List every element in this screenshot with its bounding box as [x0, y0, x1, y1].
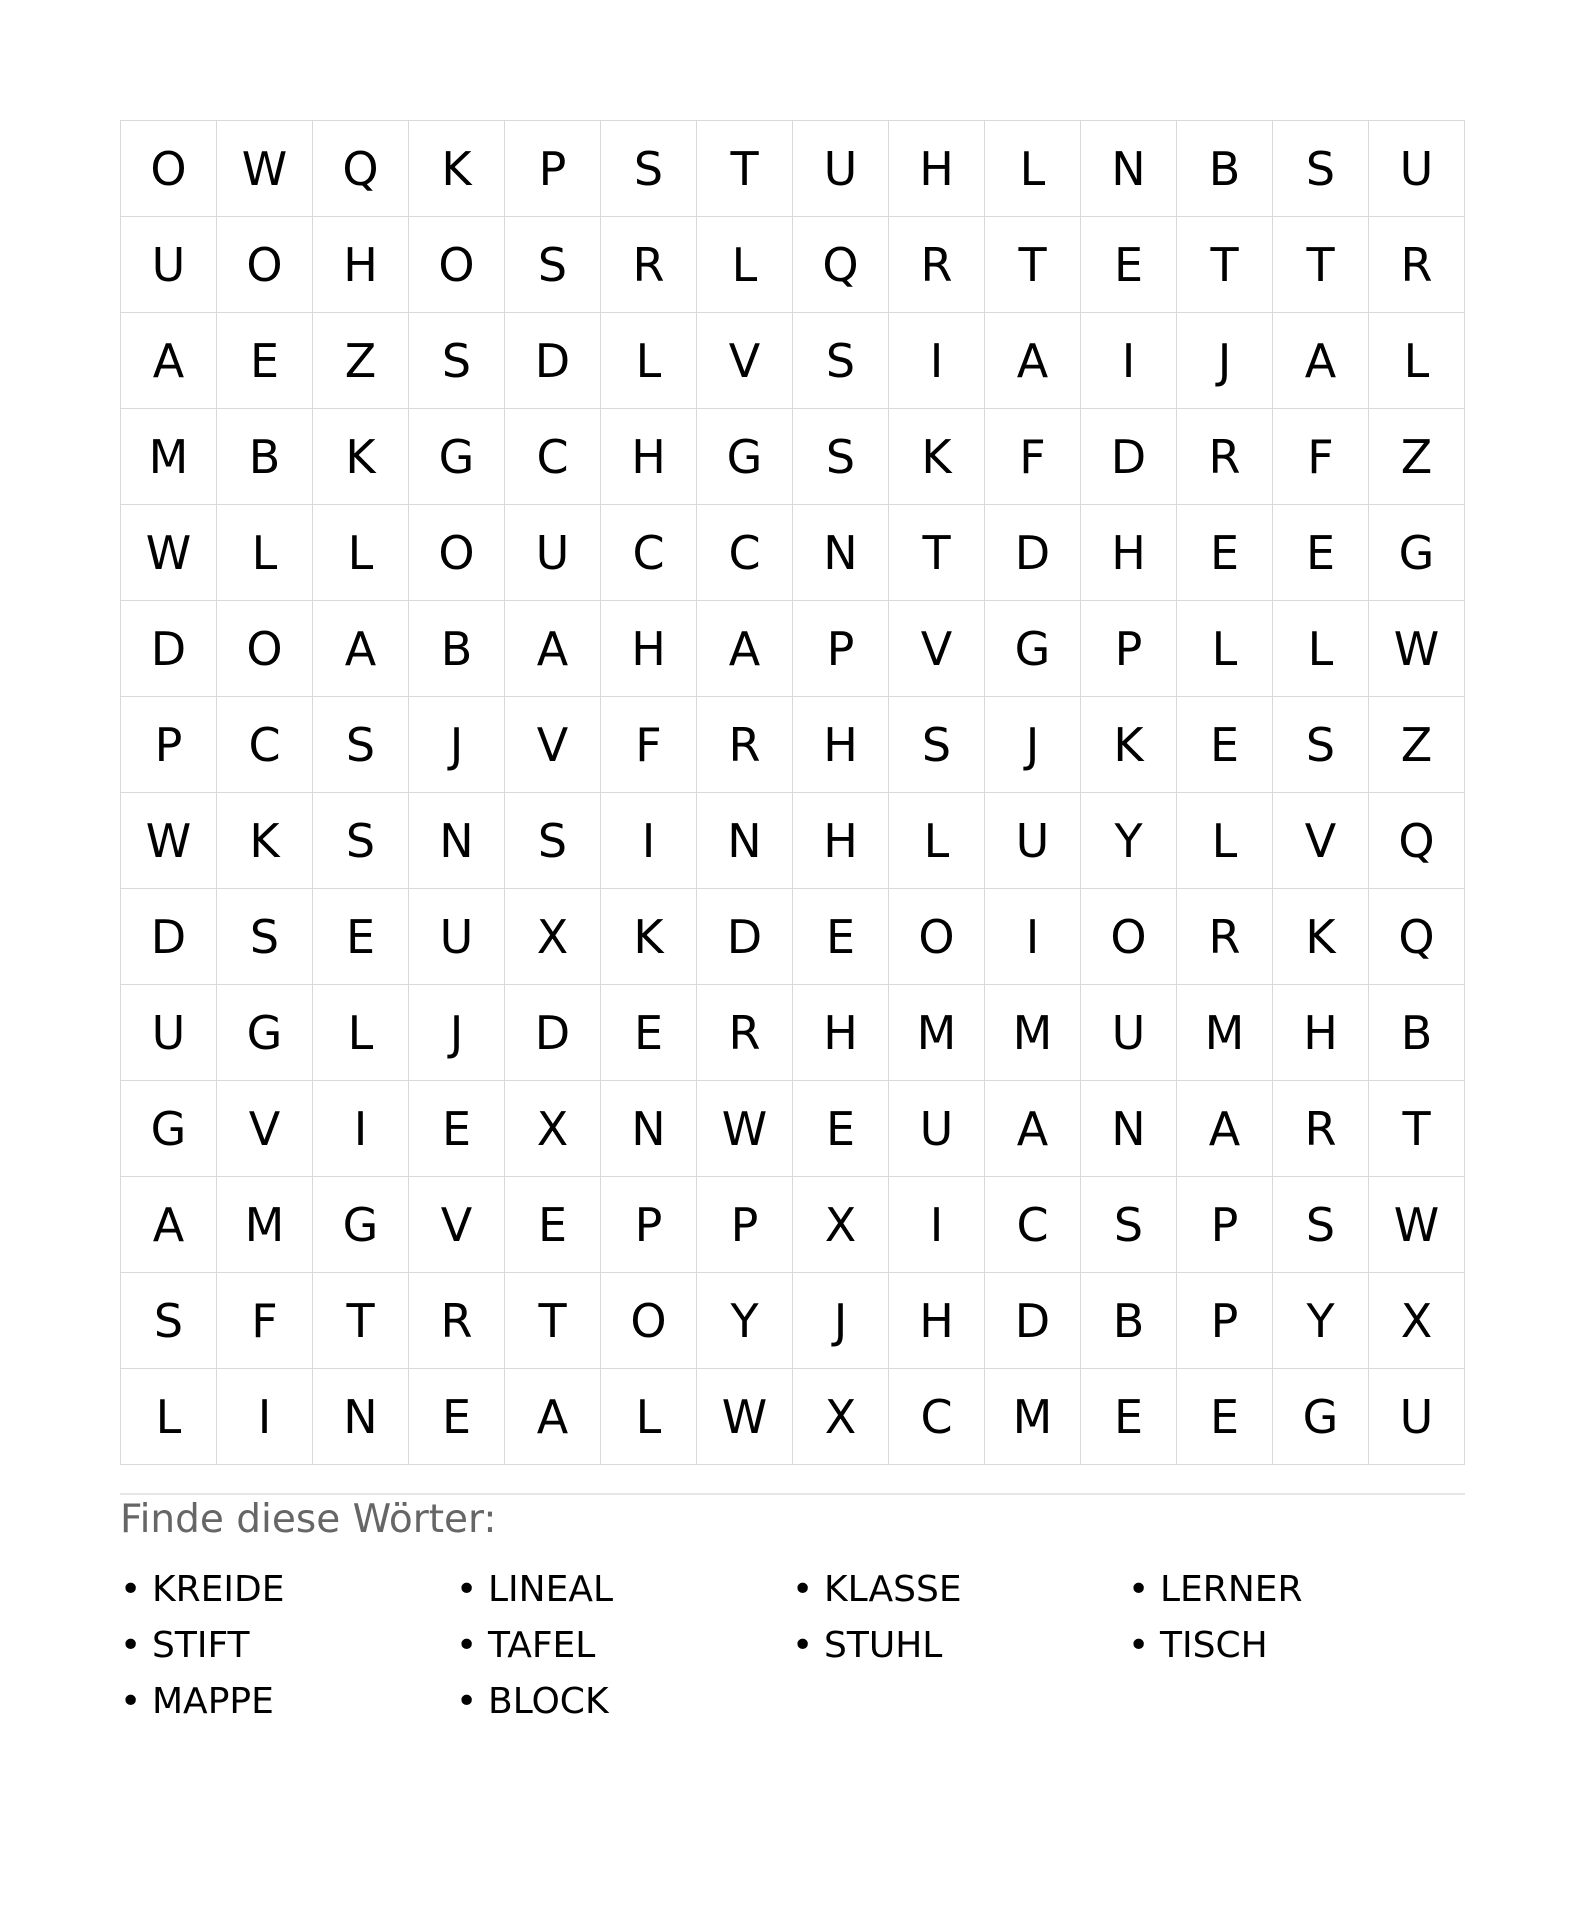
grid-cell[interactable]: O — [217, 601, 313, 697]
bullet-icon: • — [120, 1569, 142, 1610]
grid-cell[interactable]: J — [409, 985, 505, 1081]
grid-cell[interactable]: S — [1273, 121, 1369, 217]
grid-cell[interactable]: B — [1369, 985, 1465, 1081]
grid-cell[interactable]: X — [793, 1369, 889, 1465]
grid-cell[interactable]: L — [121, 1369, 217, 1465]
grid-cell[interactable]: R — [697, 697, 793, 793]
grid-cell[interactable]: R — [697, 985, 793, 1081]
grid-cell[interactable]: T — [1177, 217, 1273, 313]
grid-cell[interactable]: T — [889, 505, 985, 601]
grid-cell[interactable]: U — [889, 1081, 985, 1177]
grid-cell[interactable]: T — [985, 217, 1081, 313]
grid-cell[interactable]: S — [793, 409, 889, 505]
grid-cell[interactable]: S — [409, 313, 505, 409]
grid-cell[interactable]: L — [601, 1369, 697, 1465]
grid-cell[interactable]: M — [121, 409, 217, 505]
word-label: KREIDE — [152, 1569, 285, 1610]
bullet-icon: • — [120, 1681, 142, 1722]
grid-cell[interactable]: H — [601, 601, 697, 697]
word-list-item — [456, 1562, 792, 1618]
grid-cell[interactable]: C — [889, 1369, 985, 1465]
grid-cell[interactable]: O — [409, 217, 505, 313]
grid-cell[interactable]: D — [985, 505, 1081, 601]
grid-cell[interactable]: S — [1081, 1177, 1177, 1273]
grid-cell[interactable]: D — [985, 1273, 1081, 1369]
grid-cell[interactable]: S — [793, 313, 889, 409]
grid-cell[interactable]: A — [1273, 313, 1369, 409]
grid-cell[interactable]: O — [1081, 889, 1177, 985]
grid-cell[interactable]: Y — [697, 1273, 793, 1369]
grid-cell[interactable]: M — [217, 1177, 313, 1273]
word-label: LINEAL — [488, 1569, 614, 1610]
grid-cell[interactable]: P — [697, 1177, 793, 1273]
grid-cell[interactable]: G — [313, 1177, 409, 1273]
grid-cell[interactable]: F — [1273, 409, 1369, 505]
grid-cell[interactable]: Q — [1369, 793, 1465, 889]
grid-cell[interactable]: C — [601, 505, 697, 601]
grid-cell[interactable]: J — [793, 1273, 889, 1369]
grid-cell[interactable]: N — [601, 1081, 697, 1177]
grid-cell[interactable]: S — [313, 697, 409, 793]
grid-cell[interactable]: E — [409, 1081, 505, 1177]
grid-cell[interactable]: Z — [313, 313, 409, 409]
grid-cell[interactable]: H — [601, 409, 697, 505]
grid-cell[interactable]: H — [889, 1273, 985, 1369]
grid-cell[interactable]: N — [793, 505, 889, 601]
grid-cell[interactable]: A — [505, 601, 601, 697]
grid-cell[interactable]: A — [313, 601, 409, 697]
grid-cell[interactable]: H — [889, 121, 985, 217]
grid-cell[interactable]: E — [313, 889, 409, 985]
grid-cell[interactable]: K — [217, 793, 313, 889]
grid-cell[interactable]: G — [121, 1081, 217, 1177]
grid-cell[interactable]: A — [985, 1081, 1081, 1177]
grid-cell[interactable]: E — [1081, 1369, 1177, 1465]
grid-cell[interactable]: M — [889, 985, 985, 1081]
grid-cell[interactable]: D — [121, 889, 217, 985]
grid-cell[interactable]: V — [505, 697, 601, 793]
grid-cell[interactable]: A — [985, 313, 1081, 409]
grid-cell[interactable]: X — [505, 1081, 601, 1177]
grid-cell[interactable]: K — [313, 409, 409, 505]
grid-cell[interactable]: U — [121, 217, 217, 313]
grid-cell[interactable]: D — [121, 601, 217, 697]
grid-cell[interactable]: U — [1369, 121, 1465, 217]
grid-cell[interactable]: Q — [313, 121, 409, 217]
bullet-icon: • — [792, 1569, 814, 1610]
word-list-item — [1128, 1562, 1464, 1618]
grid-cell[interactable]: B — [1177, 121, 1273, 217]
grid-cell[interactable]: L — [313, 985, 409, 1081]
grid-cell[interactable]: J — [1177, 313, 1273, 409]
grid-cell[interactable]: K — [889, 409, 985, 505]
grid-cell[interactable]: O — [217, 217, 313, 313]
grid-cell[interactable]: R — [409, 1273, 505, 1369]
grid-cell[interactable]: M — [1177, 985, 1273, 1081]
grid-cell[interactable]: E — [1081, 217, 1177, 313]
grid-cell[interactable]: W — [121, 793, 217, 889]
grid-cell[interactable]: V — [1273, 793, 1369, 889]
grid-cell[interactable]: G — [409, 409, 505, 505]
divider — [120, 1493, 1465, 1495]
grid-cell[interactable]: L — [1273, 601, 1369, 697]
grid-cell[interactable]: W — [1369, 601, 1465, 697]
grid-cell[interactable]: P — [505, 121, 601, 217]
grid-cell[interactable]: K — [1081, 697, 1177, 793]
bullet-icon: • — [792, 1625, 814, 1666]
grid-cell[interactable]: S — [313, 793, 409, 889]
word-list-item — [120, 1562, 456, 1618]
grid-cell[interactable]: S — [505, 217, 601, 313]
grid-cell[interactable]: F — [217, 1273, 313, 1369]
grid-cell[interactable]: C — [985, 1177, 1081, 1273]
grid-cell[interactable]: C — [217, 697, 313, 793]
word-list-item — [120, 1618, 456, 1674]
grid-cell[interactable]: X — [1369, 1273, 1465, 1369]
grid-cell[interactable]: L — [217, 505, 313, 601]
grid-cell[interactable]: R — [889, 217, 985, 313]
grid-cell[interactable]: P — [1081, 601, 1177, 697]
grid-cell[interactable]: L — [601, 313, 697, 409]
grid-cell[interactable]: W — [121, 505, 217, 601]
grid-cell[interactable]: W — [697, 1081, 793, 1177]
grid-cell[interactable]: N — [697, 793, 793, 889]
grid-cell[interactable]: G — [1369, 505, 1465, 601]
word-label: BLOCK — [488, 1681, 609, 1722]
grid-cell[interactable]: M — [985, 985, 1081, 1081]
grid-cell[interactable]: U — [121, 985, 217, 1081]
grid-cell[interactable]: L — [889, 793, 985, 889]
grid-cell[interactable]: T — [697, 121, 793, 217]
grid-cell[interactable]: H — [313, 217, 409, 313]
grid-cell[interactable]: L — [313, 505, 409, 601]
grid-cell[interactable]: S — [889, 697, 985, 793]
grid-cell[interactable]: N — [313, 1369, 409, 1465]
grid-cell[interactable]: S — [601, 121, 697, 217]
grid-cell[interactable]: K — [409, 121, 505, 217]
grid-cell[interactable]: N — [409, 793, 505, 889]
grid-cell[interactable]: U — [409, 889, 505, 985]
grid-cell[interactable]: F — [985, 409, 1081, 505]
grid-cell[interactable]: L — [985, 121, 1081, 217]
grid-cell[interactable]: I — [313, 1081, 409, 1177]
grid-cell[interactable]: R — [1177, 409, 1273, 505]
grid-cell[interactable]: S — [217, 889, 313, 985]
bullet-icon: • — [1128, 1569, 1150, 1610]
grid-cell[interactable]: U — [1081, 985, 1177, 1081]
word-list-item — [456, 1674, 792, 1730]
grid-cell[interactable]: Y — [1273, 1273, 1369, 1369]
grid-cell[interactable]: J — [985, 697, 1081, 793]
grid-cell[interactable]: U — [505, 505, 601, 601]
word-list-item — [792, 1618, 1128, 1674]
grid-cell[interactable]: V — [217, 1081, 313, 1177]
grid-cell[interactable]: S — [1273, 1177, 1369, 1273]
grid-cell[interactable]: J — [409, 697, 505, 793]
grid-cell[interactable]: D — [697, 889, 793, 985]
bullet-icon: • — [120, 1625, 142, 1666]
grid-cell[interactable]: R — [601, 217, 697, 313]
word-label: MAPPE — [152, 1681, 274, 1722]
grid-cell[interactable]: T — [505, 1273, 601, 1369]
grid-cell[interactable]: Q — [1369, 889, 1465, 985]
word-label: TAFEL — [488, 1625, 596, 1666]
grid-cell[interactable]: W — [1369, 1177, 1465, 1273]
grid-cell[interactable]: I — [601, 793, 697, 889]
grid-cell[interactable]: K — [1273, 889, 1369, 985]
grid-cell[interactable]: Z — [1369, 697, 1465, 793]
grid-cell[interactable]: D — [1081, 409, 1177, 505]
grid-cell[interactable]: U — [1369, 1369, 1465, 1465]
grid-cell[interactable]: T — [1273, 217, 1369, 313]
grid-cell[interactable]: P — [601, 1177, 697, 1273]
grid-cell[interactable]: Q — [793, 217, 889, 313]
grid-cell[interactable]: L — [697, 217, 793, 313]
grid-cell[interactable]: B — [1081, 1273, 1177, 1369]
grid-cell[interactable]: A — [505, 1369, 601, 1465]
grid-cell[interactable]: H — [793, 985, 889, 1081]
grid-cell[interactable]: P — [793, 601, 889, 697]
grid-cell[interactable]: I — [1081, 313, 1177, 409]
letter-grid — [120, 120, 1465, 1465]
word-list-item — [120, 1674, 456, 1730]
grid-cell[interactable]: K — [601, 889, 697, 985]
grid-cell[interactable]: E — [1177, 505, 1273, 601]
grid-cell[interactable]: E — [409, 1369, 505, 1465]
grid-cell[interactable]: X — [793, 1177, 889, 1273]
grid-cell[interactable]: B — [409, 601, 505, 697]
grid-cell[interactable]: P — [1177, 1273, 1273, 1369]
grid-cell[interactable]: E — [505, 1177, 601, 1273]
grid-cell[interactable]: E — [1177, 1369, 1273, 1465]
grid-cell[interactable]: E — [217, 313, 313, 409]
grid-cell[interactable]: O — [889, 889, 985, 985]
grid-cell[interactable]: I — [889, 1177, 985, 1273]
grid-cell[interactable]: G — [985, 601, 1081, 697]
grid-cell[interactable]: S — [1273, 697, 1369, 793]
word-label: LERNER — [1160, 1569, 1303, 1610]
word-label: STUHL — [824, 1625, 943, 1666]
grid-cell[interactable]: T — [1369, 1081, 1465, 1177]
grid-cell[interactable]: C — [505, 409, 601, 505]
bullet-icon: • — [456, 1569, 478, 1610]
grid-cell[interactable]: E — [601, 985, 697, 1081]
grid-cell[interactable]: N — [1081, 121, 1177, 217]
bullet-icon: • — [1128, 1625, 1150, 1666]
grid-cell[interactable]: U — [985, 793, 1081, 889]
grid-cell[interactable]: S — [505, 793, 601, 889]
grid-cell[interactable]: L — [1177, 601, 1273, 697]
grid-cell[interactable]: S — [121, 1273, 217, 1369]
word-list-item — [792, 1562, 1128, 1618]
grid-cell[interactable]: E — [793, 1081, 889, 1177]
word-list-title: Finde diese Wörter: — [120, 1497, 497, 1542]
grid-cell[interactable]: H — [793, 793, 889, 889]
grid-cell[interactable]: L — [1177, 793, 1273, 889]
grid-cell[interactable]: H — [793, 697, 889, 793]
grid-cell[interactable]: X — [505, 889, 601, 985]
grid-cell[interactable]: V — [409, 1177, 505, 1273]
grid-cell[interactable]: W — [217, 121, 313, 217]
grid-cell[interactable]: Z — [1369, 409, 1465, 505]
grid-cell[interactable]: P — [121, 697, 217, 793]
grid-cell[interactable]: A — [697, 601, 793, 697]
grid-cell[interactable]: R — [1369, 217, 1465, 313]
grid-cell[interactable]: R — [1177, 889, 1273, 985]
word-list — [120, 1562, 1465, 1730]
word-label: TISCH — [1160, 1625, 1268, 1666]
grid-cell[interactable]: G — [217, 985, 313, 1081]
grid-cell[interactable]: V — [697, 313, 793, 409]
grid-cell[interactable]: D — [505, 313, 601, 409]
word-list-item — [456, 1618, 792, 1674]
grid-cell[interactable]: H — [1081, 505, 1177, 601]
grid-cell[interactable]: F — [601, 697, 697, 793]
grid-cell[interactable]: E — [793, 889, 889, 985]
grid-cell[interactable]: A — [121, 313, 217, 409]
grid-cell[interactable]: C — [697, 505, 793, 601]
bullet-icon: • — [456, 1681, 478, 1722]
grid-cell[interactable]: L — [1369, 313, 1465, 409]
grid-cell[interactable]: I — [889, 313, 985, 409]
grid-cell[interactable]: U — [793, 121, 889, 217]
grid-cell[interactable]: G — [697, 409, 793, 505]
grid-cell[interactable]: O — [121, 121, 217, 217]
grid-cell[interactable]: W — [697, 1369, 793, 1465]
grid-cell[interactable]: O — [601, 1273, 697, 1369]
grid-cell[interactable]: A — [121, 1177, 217, 1273]
bullet-icon: • — [456, 1625, 478, 1666]
grid-cell[interactable]: I — [985, 889, 1081, 985]
word-label: STIFT — [152, 1625, 250, 1666]
word-list-item — [1128, 1618, 1464, 1674]
grid-cell[interactable]: G — [1273, 1369, 1369, 1465]
grid-cell[interactable]: R — [1273, 1081, 1369, 1177]
grid-cell[interactable]: N — [1081, 1081, 1177, 1177]
grid-cell[interactable]: E — [1273, 505, 1369, 601]
grid-cell[interactable]: O — [409, 505, 505, 601]
grid-cell[interactable]: H — [1273, 985, 1369, 1081]
grid-cell[interactable]: E — [1177, 697, 1273, 793]
word-label: KLASSE — [824, 1569, 962, 1610]
grid-cell[interactable]: T — [313, 1273, 409, 1369]
grid-cell[interactable]: V — [889, 601, 985, 697]
grid-cell[interactable]: A — [1177, 1081, 1273, 1177]
grid-cell[interactable]: Y — [1081, 793, 1177, 889]
grid-cell[interactable]: B — [217, 409, 313, 505]
grid-cell[interactable]: P — [1177, 1177, 1273, 1273]
grid-cell[interactable]: M — [985, 1369, 1081, 1465]
grid-cell[interactable]: D — [505, 985, 601, 1081]
grid-cell[interactable]: I — [217, 1369, 313, 1465]
